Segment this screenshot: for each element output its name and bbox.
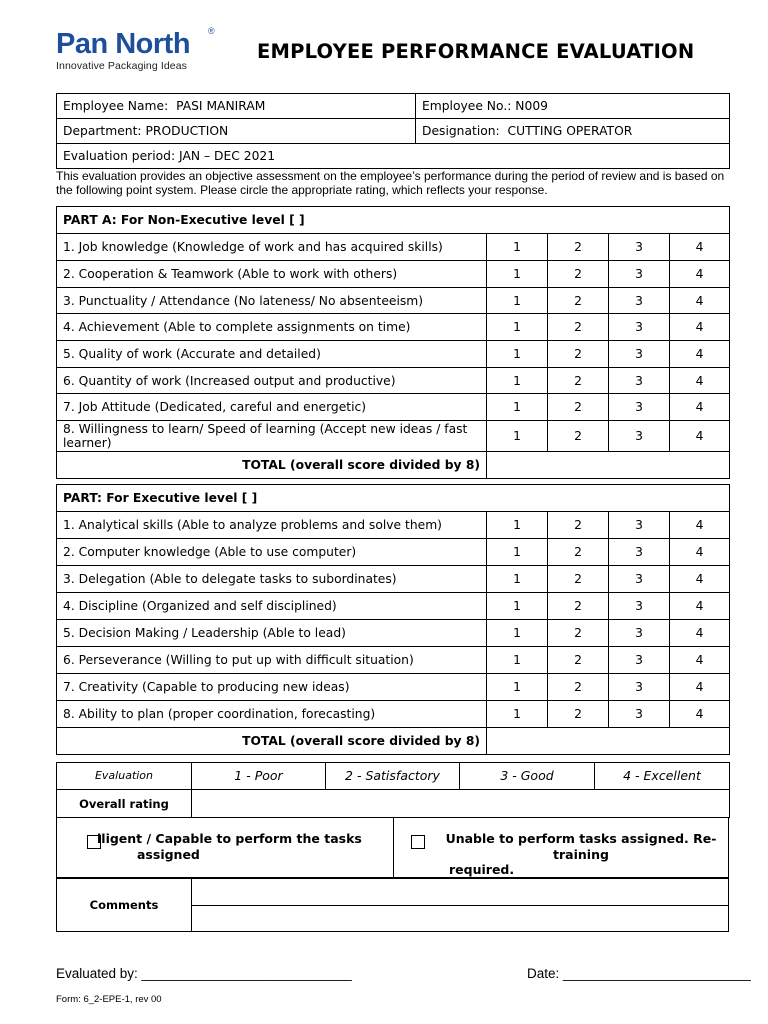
designation-cell: Designation: CUTTING OPERATOR <box>416 119 730 144</box>
rating-option-4[interactable]: 4 <box>670 620 730 647</box>
form-number: Form: 6_2-EPE-1, rev 00 <box>56 994 162 1005</box>
criterion-label: 3. Punctuality / Attendance (No lateness/ No absenteeism) <box>57 288 487 314</box>
rating-option-1[interactable]: 1 <box>487 261 548 288</box>
criterion-row <box>57 368 730 394</box>
criterion-row <box>57 647 730 674</box>
legend-excellent: 4 - Excellent <box>595 763 730 790</box>
rating-option-2[interactable]: 2 <box>548 394 609 421</box>
legend-satisfactory: 2 - Satisfactory <box>326 763 460 790</box>
rating-option-3[interactable]: 3 <box>609 647 670 674</box>
comments-section <box>56 878 729 932</box>
rating-option-3[interactable]: 3 <box>609 539 670 566</box>
rating-option-2[interactable]: 2 <box>548 566 609 593</box>
criterion-row <box>57 593 730 620</box>
choice-divider <box>393 817 394 877</box>
rating-option-4[interactable]: 4 <box>670 234 730 261</box>
part-a-heading: PART A: For Non-Executive level [ ] <box>57 207 730 234</box>
department-cell: Department: PRODUCTION <box>57 119 416 144</box>
designation: CUTTING OPERATOR <box>507 124 633 138</box>
rating-option-4[interactable]: 4 <box>670 674 730 701</box>
rating-option-1[interactable]: 1 <box>487 368 548 394</box>
overall-rating-label: Overall rating <box>57 790 192 818</box>
rating-option-3[interactable]: 3 <box>609 674 670 701</box>
rating-option-2[interactable]: 2 <box>548 593 609 620</box>
rating-option-3[interactable]: 3 <box>609 394 670 421</box>
employee-no: N009 <box>515 99 548 113</box>
employee-no-cell: Employee No.: N009 <box>416 94 730 119</box>
rating-option-4[interactable]: 4 <box>670 701 730 728</box>
total-row <box>57 728 730 755</box>
criterion-row <box>57 539 730 566</box>
rating-option-4[interactable]: 4 <box>670 566 730 593</box>
criterion-row <box>57 421 730 452</box>
employee-name: PASI MANIRAM <box>176 99 266 113</box>
criterion-label: 8. Ability to plan (proper coordination, forecasting) <box>57 701 487 728</box>
rating-option-3[interactable]: 3 <box>609 566 670 593</box>
rating-legend-table <box>56 762 730 818</box>
rating-option-1[interactable]: 1 <box>487 674 548 701</box>
department: PRODUCTION <box>145 124 229 138</box>
rating-option-1[interactable]: 1 <box>487 593 548 620</box>
criterion-row <box>57 234 730 261</box>
evaluated-by-line[interactable]: Evaluated by: ____________________________ <box>56 966 352 981</box>
unable-option-label: Unable to perform tasks assigned. Re- training required. <box>445 831 717 877</box>
legend-good: 3 - Good <box>460 763 595 790</box>
part-a-table <box>56 206 730 479</box>
rating-option-1[interactable]: 1 <box>487 421 548 452</box>
rating-option-4[interactable]: 4 <box>670 261 730 288</box>
criterion-label: 5. Quality of work (Accurate and detailed) <box>57 341 487 368</box>
rating-option-2[interactable]: 2 <box>548 674 609 701</box>
rating-option-2[interactable]: 2 <box>548 512 609 539</box>
rating-option-3[interactable]: 3 <box>609 512 670 539</box>
criterion-row <box>57 512 730 539</box>
criterion-label: 6. Quantity of work (Increased output and productive) <box>57 368 487 394</box>
rating-option-4[interactable]: 4 <box>670 421 730 452</box>
registered-mark: ® <box>208 26 215 36</box>
criterion-label: 7. Job Attitude (Dedicated, careful and energetic) <box>57 394 487 421</box>
criterion-label: 8. Willingness to learn/ Speed of learning (Accept new ideas / fast learner) <box>57 421 487 452</box>
rating-option-1[interactable]: 1 <box>487 512 548 539</box>
criterion-row <box>57 620 730 647</box>
rating-option-3[interactable]: 3 <box>609 593 670 620</box>
rating-option-1[interactable]: 1 <box>487 647 548 674</box>
part-b-heading: PART: For Executive level [ ] <box>57 485 730 512</box>
employee-info-table <box>56 93 730 169</box>
criterion-label: 1. Job knowledge (Knowledge of work and has acquired skills) <box>57 234 487 261</box>
rating-option-2[interactable]: 2 <box>548 288 609 314</box>
rating-option-4[interactable]: 4 <box>670 539 730 566</box>
rating-option-1[interactable]: 1 <box>487 288 548 314</box>
rating-option-2[interactable]: 2 <box>548 234 609 261</box>
criterion-label: 1. Analytical skills (Able to analyze problems and solve them) <box>57 512 487 539</box>
total-score-field[interactable] <box>487 728 730 755</box>
total-label: TOTAL (overall score divided by 8) <box>57 728 487 755</box>
rating-option-3[interactable]: 3 <box>609 314 670 341</box>
rating-option-4[interactable]: 4 <box>670 647 730 674</box>
criterion-row <box>57 674 730 701</box>
rating-option-1[interactable]: 1 <box>487 314 548 341</box>
logo-tagline: Innovative Packaging Ideas <box>56 60 188 72</box>
unable-checkbox[interactable] <box>411 835 425 849</box>
rating-option-1[interactable]: 1 <box>487 701 548 728</box>
criterion-row <box>57 701 730 728</box>
employee-name-cell: Employee Name: PASI MANIRAM <box>57 94 416 119</box>
rating-option-3[interactable]: 3 <box>609 421 670 452</box>
rating-option-1[interactable]: 1 <box>487 394 548 421</box>
rating-option-4[interactable]: 4 <box>670 314 730 341</box>
rating-option-2[interactable]: 2 <box>548 701 609 728</box>
rating-option-4[interactable]: 4 <box>670 368 730 394</box>
rating-option-3[interactable]: 3 <box>609 234 670 261</box>
rating-option-3[interactable]: 3 <box>609 341 670 368</box>
criterion-row <box>57 394 730 421</box>
rating-option-4[interactable]: 4 <box>670 593 730 620</box>
comments-divider <box>192 905 728 906</box>
evaluation-period-cell: Evaluation period: JAN – DEC 2021 <box>57 144 730 169</box>
rating-option-3[interactable]: 3 <box>609 620 670 647</box>
document-title: EMPLOYEE PERFORMANCE EVALUATION <box>257 40 695 63</box>
rating-option-2[interactable]: 2 <box>548 314 609 341</box>
total-row <box>57 452 730 479</box>
rating-option-2[interactable]: 2 <box>548 647 609 674</box>
rating-option-1[interactable]: 1 <box>487 341 548 368</box>
rating-option-1[interactable]: 1 <box>487 539 548 566</box>
criterion-label: 3. Delegation (Able to delegate tasks to subordinates) <box>57 566 487 593</box>
rating-option-4[interactable]: 4 <box>670 512 730 539</box>
criterion-label: 2. Computer knowledge (Able to use computer) <box>57 539 487 566</box>
legend-poor: 1 - Poor <box>192 763 326 790</box>
criterion-label: 5. Decision Making / Leadership (Able to lead) <box>57 620 487 647</box>
intro-text: This evaluation provides an objective assessment on the employee’s performance during the period of review and is based on the following point system. Please circle the appropriate rating, which reflects your response. <box>56 169 725 197</box>
total-score-field[interactable] <box>487 452 730 479</box>
rating-option-2[interactable]: 2 <box>548 539 609 566</box>
rating-option-1[interactable]: 1 <box>487 234 548 261</box>
rating-option-3[interactable]: 3 <box>609 261 670 288</box>
rating-option-2[interactable]: 2 <box>548 368 609 394</box>
rating-option-4[interactable]: 4 <box>670 341 730 368</box>
criterion-row <box>57 566 730 593</box>
evaluation-period: JAN – DEC 2021 <box>179 149 276 163</box>
rating-option-1[interactable]: 1 <box>487 620 548 647</box>
rating-option-4[interactable]: 4 <box>670 288 730 314</box>
capable-option-label: iligent / Capable to perform the tasks assigned <box>97 831 362 862</box>
logo-name: Pan North <box>56 28 191 60</box>
comments-label: Comments <box>57 879 192 931</box>
criterion-row <box>57 341 730 368</box>
criterion-label: 4. Achievement (Able to complete assignments on time) <box>57 314 487 341</box>
criterion-label: 4. Discipline (Organized and self disciplined) <box>57 593 487 620</box>
criterion-label: 2. Cooperation & Teamwork (Able to work with others) <box>57 261 487 288</box>
criterion-label: 6. Perseverance (Willing to put up with difficult situation) <box>57 647 487 674</box>
rating-option-2[interactable]: 2 <box>548 341 609 368</box>
rating-option-1[interactable]: 1 <box>487 566 548 593</box>
criterion-row <box>57 314 730 341</box>
company-logo <box>56 28 226 76</box>
total-label: TOTAL (overall score divided by 8) <box>57 452 487 479</box>
rating-option-3[interactable]: 3 <box>609 368 670 394</box>
rating-option-3[interactable]: 3 <box>609 701 670 728</box>
criterion-row <box>57 261 730 288</box>
outcome-choice-row <box>56 817 729 878</box>
rating-option-2[interactable]: 2 <box>548 261 609 288</box>
criterion-row <box>57 288 730 314</box>
rating-option-3[interactable]: 3 <box>609 288 670 314</box>
rating-option-2[interactable]: 2 <box>548 620 609 647</box>
rating-option-4[interactable]: 4 <box>670 394 730 421</box>
overall-rating-field[interactable] <box>192 790 730 818</box>
criterion-label: 7. Creativity (Capable to producing new ideas) <box>57 674 487 701</box>
date-line[interactable]: Date: _________________________ <box>527 966 751 981</box>
rating-option-2[interactable]: 2 <box>548 421 609 452</box>
legend-evaluation: Evaluation <box>57 763 192 790</box>
part-b-table <box>56 484 730 755</box>
